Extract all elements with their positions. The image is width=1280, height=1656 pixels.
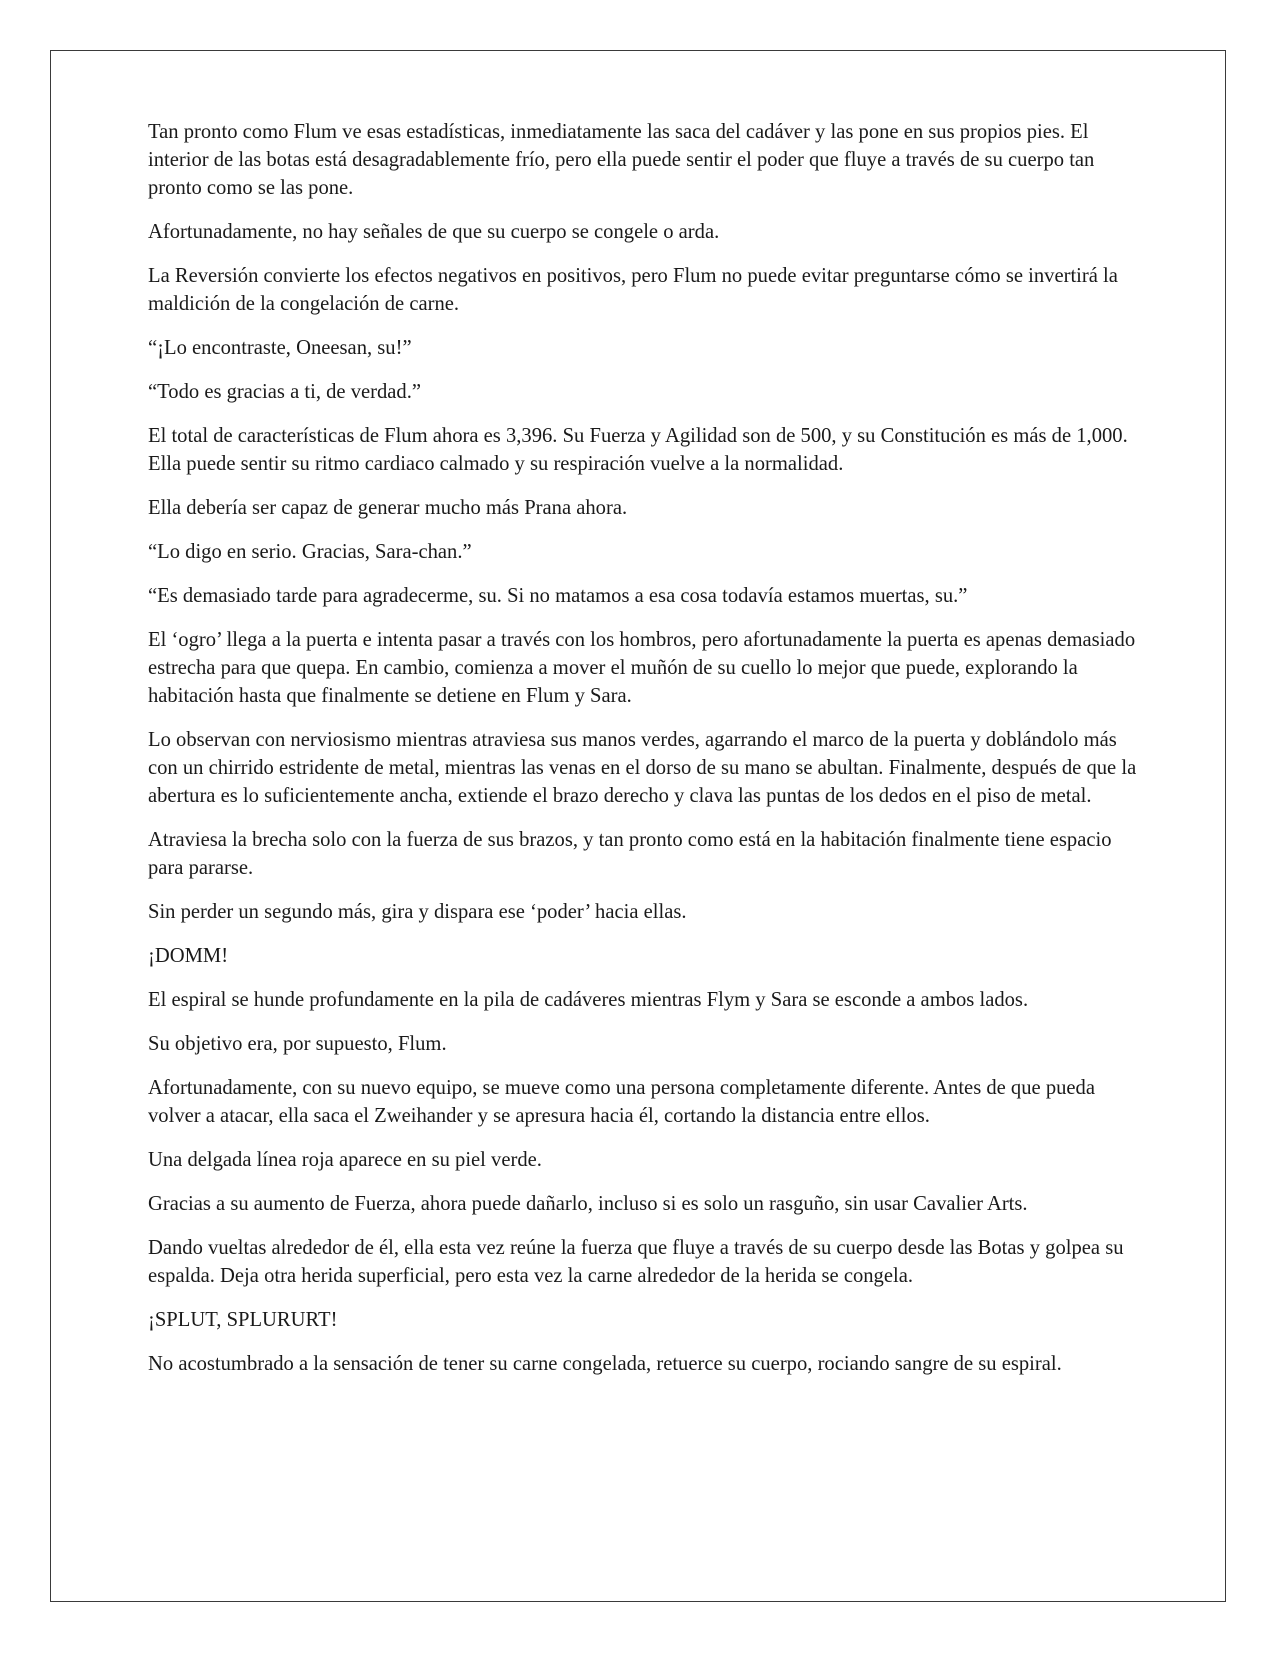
paragraph: Gracias a su aumento de Fuerza, ahora puede dañarlo, incluso si es solo un rasguño, sin usar Cavalier Arts. [148, 1193, 1028, 1215]
paragraph: Una delgada línea roja aparece en su piel verde. [148, 1149, 542, 1171]
paragraph: Afortunadamente, no hay señales de que su cuerpo se congele o arda. [148, 221, 720, 243]
paragraph: El total de características de Flum ahora es 3,396. Su Fuerza y Agilidad son de 500, y su Constitución es más de 1,000. Ella puede sentir su ritmo cardiaco calmado y su respiración vuelve a la normalidad. [148, 425, 1128, 475]
paragraph: Sin perder un segundo más, gira y dispara ese ‘poder’ hacia ellas. [148, 901, 687, 923]
dialogue-line: “Todo es gracias a ti, de verdad.” [148, 381, 422, 403]
paragraph: El ‘ogro’ llega a la puerta e intenta pasar a través con los hombros, pero afortunadamente la puerta es apenas demasiado estrecha para que quepa. En cambio, comienza a mover el muñón de su cuello lo mejor que puede, explorando la habitación hasta que finalmente se detiene en Flum y Sara. [148, 629, 1136, 707]
paragraph: Atraviesa la brecha solo con la fuerza de sus brazos, y tan pronto como está en la habitación finalmente tiene espacio para pararse. [148, 829, 1112, 879]
dialogue-line: “Lo digo en serio. Gracias, Sara-chan.” [148, 541, 472, 563]
sound-effect: ¡SPLUT, SPLURURT! [148, 1309, 338, 1331]
dialogue-line: “¡Lo encontraste, Oneesan, su!” [148, 337, 412, 359]
dialogue-line: “Es demasiado tarde para agradecerme, su. Si no matamos a esa cosa todavía estamos muertas, su.” [148, 585, 968, 607]
paragraph: No acostumbrado a la sensación de tener su carne congelada, retuerce su cuerpo, rociando sangre de su espiral. [148, 1353, 1062, 1375]
paragraph: Afortunadamente, con su nuevo equipo, se mueve como una persona completamente diferente. Antes de que pueda volver a atacar, ella saca el Zweihander y se apresura hacia él, cortando la distancia entre ellos. [148, 1077, 1095, 1127]
paragraph: Ella debería ser capaz de generar mucho más Prana ahora. [148, 497, 628, 519]
paragraph: El espiral se hunde profundamente en la pila de cadáveres mientras Flym y Sara se esconde a ambos lados. [148, 989, 1029, 1011]
paragraph: La Reversión convierte los efectos negativos en positivos, pero Flum no puede evitar preguntarse cómo se invertirá la maldición de la congelación de carne. [148, 265, 1118, 315]
paragraph: Su objetivo era, por supuesto, Flum. [148, 1033, 447, 1055]
document-body [148, 118, 1138, 1394]
paragraph: Tan pronto como Flum ve esas estadísticas, inmediatamente las saca del cadáver y las pone en sus propios pies. El interior de las botas está desagradablemente frío, pero ella puede sentir el poder que fluye a través de su cuerpo tan pronto como se las pone. [148, 121, 1095, 199]
paragraph: Lo observan con nerviosismo mientras atraviesa sus manos verdes, agarrando el marco de la puerta y doblándolo más con un chirrido estridente de metal, mientras las venas en el dorso de su mano se abultan. Finalmente, después de que la abertura es lo suficientemente ancha, extiende el brazo derecho y clava las puntas de los dedos en el piso de metal. [148, 729, 1137, 807]
sound-effect: ¡DOMM! [148, 945, 229, 967]
paragraph: Dando vueltas alrededor de él, ella esta vez reúne la fuerza que fluye a través de su cuerpo desde las Botas y golpea su espalda. Deja otra herida superficial, pero esta vez la carne alrededor de la herida se congela. [148, 1237, 1124, 1287]
